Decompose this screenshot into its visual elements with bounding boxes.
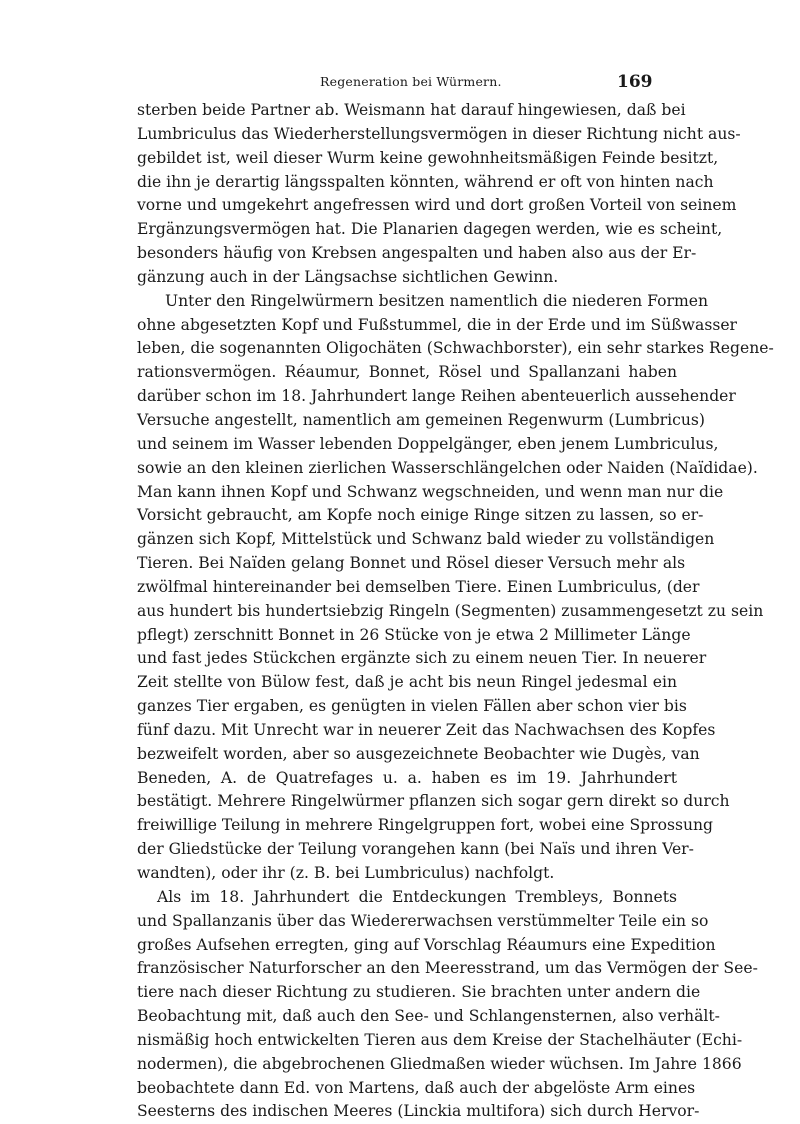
- text-line: fünf dazu. Mit Unrecht war in neuerer Zeit das Nachwachsen des Kopfes: [137, 720, 716, 739]
- text-line: Unter den Ringelwürmern besitzen namentlich die niederen Formen: [165, 291, 709, 310]
- page-number: 169: [617, 72, 653, 92]
- text-line: vorne und umgekehrt angefressen wird und dort großen Vorteil von seinem: [137, 196, 737, 215]
- text-line: und Spallanzanis über das Wiedererwachsen verstümmelter Teile ein so: [137, 911, 709, 930]
- text-line: Als im 18. Jahrhundert die Entdeckungen Trembleys, Bonnets: [157, 887, 677, 906]
- text-line: nodermen), die abgebrochenen Gliedmaßen wieder wüchsen. Im Jahre 1866: [137, 1054, 742, 1073]
- text-line: tiere nach dieser Richtung zu studieren. Sie brachten unter andern die: [137, 983, 701, 1002]
- text-line: ohne abgesetzten Kopf und Fußstummel, die in der Erde und im Süßwasser: [137, 315, 738, 334]
- text-line: Seesterns des indischen Meeres (Linckia multifora) sich durch Hervor-: [137, 1102, 700, 1121]
- text-line: besonders häufig von Krebsen angespalten und haben also aus der Er-: [137, 244, 697, 263]
- text-line: leben, die sogenannten Oligochäten (Schwachborster), ein sehr starkes Regene-: [137, 339, 774, 358]
- text-line: Versuche angestellt, namentlich am gemeinen Regenwurm (Lumbricus): [137, 410, 705, 429]
- text-line: sowie an den kleinen zierlichen Wasserschlängelchen oder Naiden (Naïdidae).: [137, 458, 758, 477]
- text-line: Beneden, A. de Quatrefages u. a. haben es im 19. Jahrhundert: [137, 768, 677, 787]
- text-line: gänzen sich Kopf, Mittelstück und Schwanz bald wieder zu vollständigen: [137, 530, 715, 549]
- text-line: Vorsicht gebraucht, am Kopfe noch einige Ringe sitzen zu lassen, so er-: [137, 506, 704, 525]
- text-line: Tieren. Bei Naïden gelang Bonnet und Rösel dieser Versuch mehr als: [137, 554, 686, 573]
- text-line: großes Aufsehen erregten, ging auf Vorschlag Réaumurs eine Expedition: [137, 935, 716, 954]
- running-head: Regeneration bei Würmern.: [320, 74, 502, 89]
- text-line: darüber schon im 18. Jahrhundert lange Reihen abenteuerlich aussehender: [137, 387, 736, 406]
- text-line: Zeit stellte von Bülow fest, daß je acht bis neun Ringel jedesmal ein: [137, 673, 677, 692]
- text-line: und seinem im Wasser lebenden Doppelgänger, eben jenem Lumbriculus,: [137, 434, 719, 453]
- text-line: der Gliedstücke der Teilung vorangehen kann (bei Naïs und ihren Ver-: [137, 840, 694, 859]
- text-line: wandten), oder ihr (z. B. bei Lumbriculus) nachfolgt.: [137, 864, 555, 882]
- text-line: und fast jedes Stückchen ergänzte sich zu einem neuen Tier. In neuerer: [137, 649, 707, 668]
- text-line: nismäßig hoch entwickelten Tieren aus dem Kreise der Stachelhäuter (Echi-: [137, 1030, 743, 1049]
- body-text: [137, 99, 774, 1124]
- text-line: Man kann ihnen Kopf und Schwanz wegschneiden, und wenn man nur die: [137, 482, 724, 501]
- text-line: ganzes Tier ergaben, es genügten in vielen Fällen aber schon vier bis: [137, 697, 687, 716]
- text-line: die ihn je derartig längsspalten könnten, während er oft von hinten nach: [137, 172, 714, 191]
- text-line: Beobachtung mit, daß auch den See- und Schlangensternen, also verhält-: [137, 1007, 720, 1026]
- text-line: Ergänzungsvermögen hat. Die Planarien dagegen werden, wie es scheint,: [137, 220, 723, 239]
- text-line: gebildet ist, weil dieser Wurm keine gewohnheitsmäßigen Feinde besitzt,: [137, 148, 719, 167]
- text-line: bezweifelt worden, aber so ausgezeichnete Beobachter wie Dugès, van: [137, 744, 700, 763]
- text-line: bestätigt. Mehrere Ringelwürmer pflanzen sich sogar gern direkt so durch: [137, 792, 730, 811]
- text-line: freiwillige Teilung in mehrere Ringelgruppen fort, wobei eine Sprossung: [137, 816, 714, 835]
- text-line: rationsvermögen. Réaumur, Bonnet, Rösel und Spallanzani haben: [137, 363, 677, 382]
- text-line: Lumbriculus das Wiederherstellungsvermögen in dieser Richtung nicht aus-: [137, 124, 741, 143]
- text-line: französischer Naturforscher an den Meeresstrand, um das Vermögen der See-: [137, 959, 758, 978]
- text-line: beobachtete dann Ed. von Martens, daß auch der abgelöste Arm eines: [137, 1078, 696, 1097]
- text-line: gänzung auch in der Längsachse sichtlichen Gewinn.: [137, 267, 559, 286]
- text-line: pflegt) zerschnitt Bonnet in 26 Stücke von je etwa 2 Millimeter Länge: [137, 625, 691, 644]
- text-line: sterben beide Partner ab. Weismann hat darauf hingewiesen, daß bei: [137, 101, 686, 119]
- text-line: zwölfmal hintereinander bei demselben Tiere. Einen Lumbriculus, (der: [137, 577, 700, 596]
- text-line: aus hundert bis hundertsiebzig Ringeln (Segmenten) zusammengesetzt zu sein: [137, 601, 764, 620]
